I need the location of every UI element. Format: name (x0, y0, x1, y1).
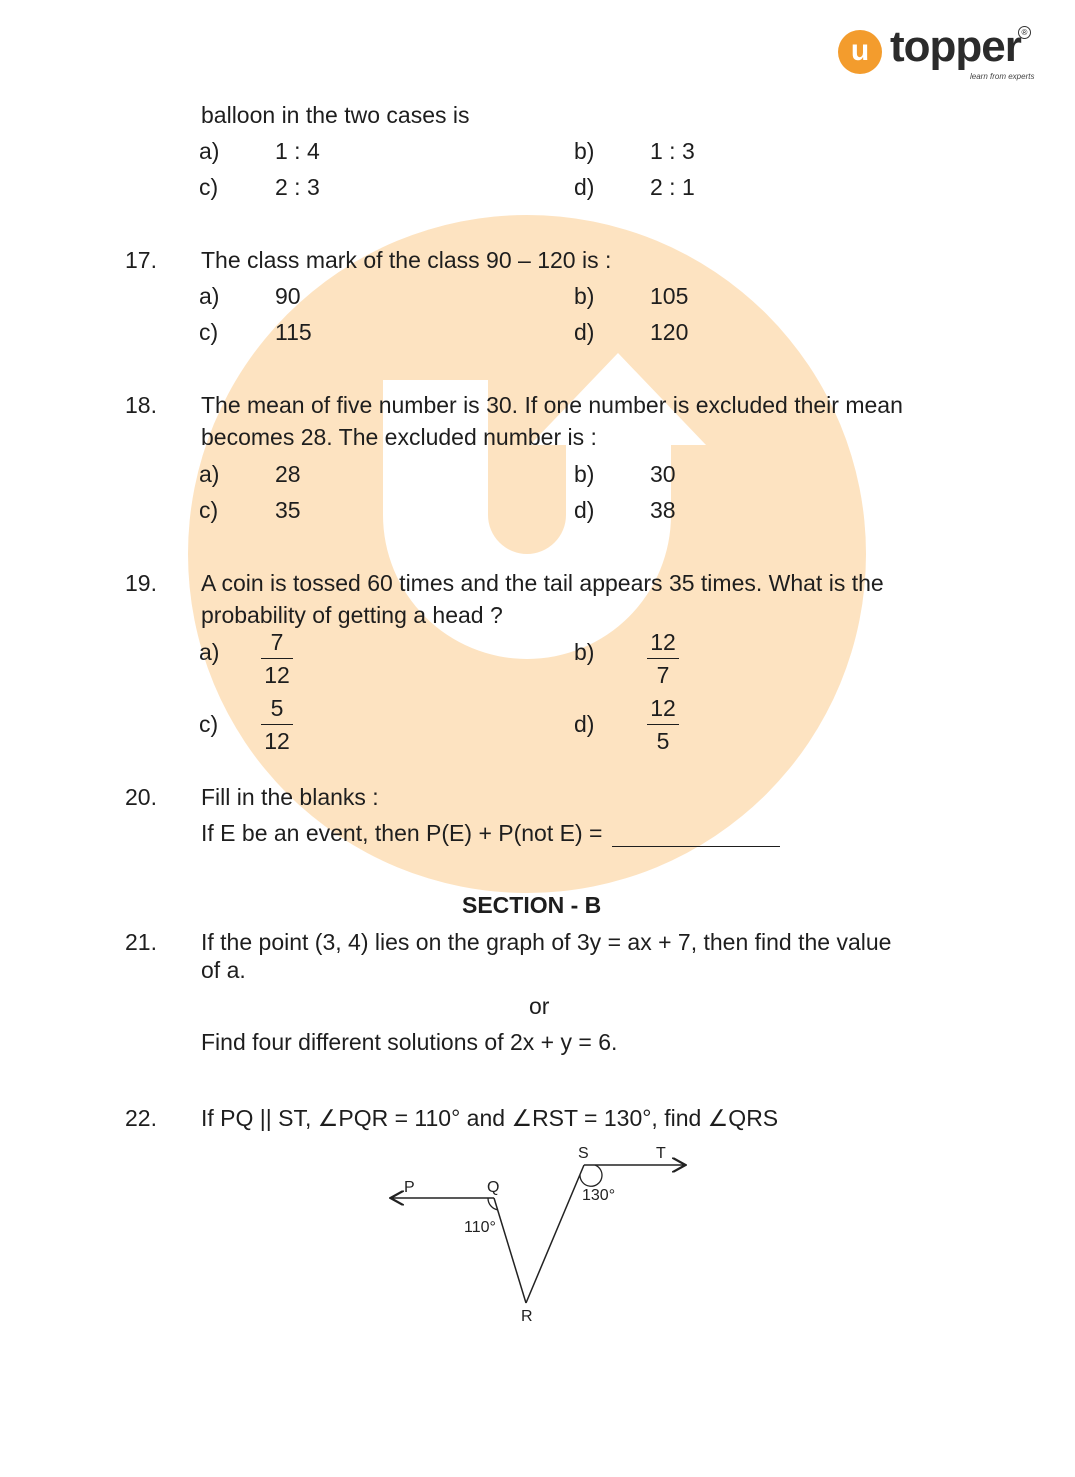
logo-mark: u (838, 30, 882, 74)
q19-option-d-fraction (643, 694, 683, 755)
answer-blank-line (612, 846, 780, 847)
q21-or: or (529, 993, 550, 1019)
q17-option-d-text: 120 (650, 319, 689, 345)
q16-option-b-text: 1 : 3 (650, 138, 695, 164)
q16-option-a-label: a) (199, 138, 220, 164)
q18-option-c-text: 35 (275, 497, 301, 523)
point-t-label: T (656, 1145, 666, 1162)
q17-option-a-label: a) (199, 283, 220, 309)
q20-stem-line1: Fill in the blanks : (201, 784, 379, 810)
point-s-label: S (578, 1145, 589, 1162)
q18-option-d-text: 38 (650, 497, 676, 523)
line-qr (494, 1198, 526, 1303)
q19-stem-line2: probability of getting a head ? (201, 602, 503, 628)
q17-option-d-label: d) (574, 319, 595, 345)
q17-option-a-text: 90 (275, 283, 301, 309)
q19-option-a-fraction (257, 628, 297, 689)
point-r-label: R (521, 1308, 533, 1325)
q18-number: 18. (125, 392, 157, 418)
q21-stem-line2: of a. (201, 957, 246, 983)
logo-tagline: learn from experts (970, 72, 1035, 81)
q21-number: 21. (125, 929, 157, 955)
q18-option-c-label: c) (199, 497, 219, 523)
angle-q-label: 110° (464, 1219, 496, 1236)
logo-name: topper (890, 22, 1021, 71)
fraction-denominator: 12 (264, 662, 290, 688)
section-b-heading: SECTION - B (462, 892, 602, 918)
q22-number: 22. (125, 1105, 157, 1131)
q19-option-c-label: c) (199, 711, 219, 737)
q19-stem-line1: A coin is tossed 60 times and the tail appears 35 times. What is the (201, 570, 884, 596)
registered-mark: ® (1018, 26, 1031, 39)
q16-option-d-label: d) (574, 174, 595, 200)
line-rs (526, 1165, 584, 1303)
q18-option-a-label: a) (199, 461, 220, 487)
q19-option-a-label: a) (199, 639, 220, 665)
q21-stem-line1: If the point (3, 4) lies on the graph of 3y = ax + 7, then find the value (201, 929, 892, 955)
q18-option-a-text: 28 (275, 461, 301, 487)
q19-number: 19. (125, 570, 157, 596)
q19-option-b-fraction (643, 628, 683, 689)
parallel-lines-figure (380, 1135, 700, 1335)
q18-option-d-label: d) (574, 497, 595, 523)
fraction-bar (261, 724, 293, 725)
fraction-numerator: 5 (270, 695, 284, 721)
q17-option-c-label: c) (199, 319, 219, 345)
q18-stem-line2: becomes 28. The excluded number is : (201, 424, 597, 450)
fraction-bar (647, 724, 679, 725)
q16-option-b-label: b) (574, 138, 595, 164)
q18-stem-line1: The mean of five number is 30. If one number is excluded their mean (201, 392, 903, 418)
q19-option-d-label: d) (574, 711, 595, 737)
fraction-numerator: 12 (650, 695, 676, 721)
q17-option-c-text: 115 (275, 319, 312, 345)
fraction-bar (647, 658, 679, 659)
fraction-bar (261, 658, 293, 659)
fraction-numerator: 7 (270, 629, 284, 655)
q18-option-b-label: b) (574, 461, 595, 487)
q20-number: 20. (125, 784, 157, 810)
q17-option-b-label: b) (574, 283, 595, 309)
point-p-label: P (404, 1179, 415, 1196)
q17-option-b-text: 105 (650, 283, 689, 309)
q17-stem: The class mark of the class 90 – 120 is : (201, 247, 612, 273)
q16-option-c-label: c) (199, 174, 219, 200)
q20-stem-line2: If E be an event, then P(E) + P(not E) = (201, 820, 603, 846)
q16-option-a-text: 1 : 4 (275, 138, 320, 164)
q19-option-b-label: b) (574, 639, 595, 665)
fraction-denominator: 12 (264, 728, 290, 754)
fraction-numerator: 12 (650, 629, 676, 655)
q22-stem: If PQ || ST, ∠PQR = 110° and ∠RST = 130°, find ∠QRS (201, 1105, 779, 1131)
q18-option-b-text: 30 (650, 461, 676, 487)
q19-option-c-fraction (257, 694, 297, 755)
fraction-denominator: 5 (656, 728, 670, 754)
point-q-label: Q (487, 1179, 500, 1196)
angle-s-label: 130° (582, 1187, 616, 1204)
brand-logo (836, 22, 1036, 86)
q16-stem: balloon in the two cases is (201, 102, 470, 128)
fraction-denominator: 7 (656, 662, 670, 688)
q17-number: 17. (125, 247, 157, 273)
q21-alternative: Find four different solutions of 2x + y = 6. (201, 1029, 618, 1055)
q16-option-c-text: 2 : 3 (275, 174, 320, 200)
q16-option-d-text: 2 : 1 (650, 174, 695, 200)
